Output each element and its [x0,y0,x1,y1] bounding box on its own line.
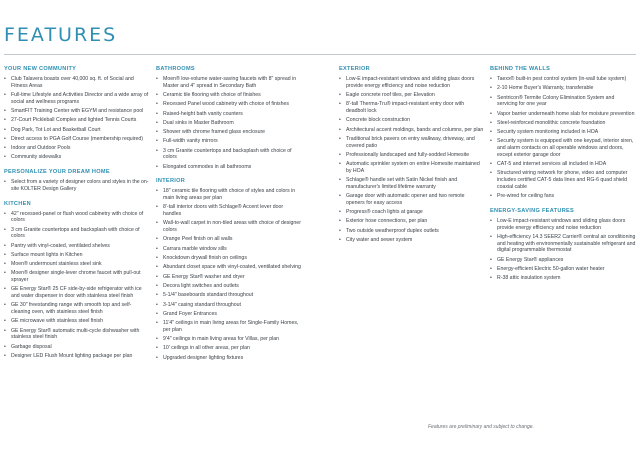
feature-item: • Wall-to-wall carpet in non-tiled areas with choice of designer colors [156,220,301,233]
section-heading: ENERGY-SAVING FEATURES [490,207,575,214]
feature-item: • Full-time Lifestyle and Activities Director and a wide array of social and wellness programs [4,92,150,105]
feature-item: • Two outside weatherproof duplex outlets [339,228,484,235]
feature-item: • 27-Court Pickleball Complex and lighted Tennis Courts [4,117,150,124]
section-heading: INTERIOR [156,178,186,185]
feature-item: • Pre-wired for ceiling fans [490,193,636,200]
feature-list [4,76,150,161]
feature-item: • Pantry with vinyl-coated, ventilated shelves [4,243,150,250]
feature-item: • 3-1/4" casing standard throughout [156,302,301,309]
feature-item: • R-38 attic insulation system [490,275,636,282]
feature-item: • Steel-reinforced monolithic concrete foundation [490,120,636,127]
feature-item: • GE Energy Star® washer and dryer [156,274,301,281]
feature-item: • Elongated commodes in all bathrooms [156,164,301,171]
feature-item: • Security system is equipped with one keypad, interior siren, and alarm contacts on all operable windows and doors, except exterior garage door [490,138,636,158]
feature-item: • Shower with chrome framed glass enclosure [156,129,301,136]
feature-item: • City water and sewer system [339,237,484,244]
feature-list [4,211,150,360]
feature-item: • GE Energy Star® automatic multi-cycle dishwasher with stainless steel finish [4,328,150,341]
feature-item: • Moen® designer single-lever chrome faucet with pull-out sprayer [4,270,150,283]
feature-item: • Dog Park, Tot Lot and Basketball Court [4,127,150,134]
feature-item: • Energy-efficient Electric 50-gallon water heater [490,266,636,273]
page-title: FEATURES [4,24,118,46]
feature-item: • Exterior hose connections, per plan [339,218,484,225]
feature-item: • 42" recessed-panel or flush wood cabinetry with choice of colors [4,211,150,224]
section-heading: BEHIND THE WALLS [490,66,551,72]
feature-item: • Direct access to PGA Golf Course (membership required) [4,136,150,143]
feature-item: • Full-width vanity mirrors [156,138,301,145]
section-heading: BATHROOMS [156,66,195,72]
feature-item: • Abundant closet space with vinyl-coated, ventilated shelving [156,264,301,271]
feature-item: • CAT-5 and internet services all included in HOA [490,161,636,168]
feature-item: • High-efficiency 14.3 SEER2 Carrier® central air conditioning and heating with environmentally sustainable refrigerant and digital programmable thermostat [490,234,636,254]
feature-item: • SmartFIT Training Center with EGYM and resistance pool [4,108,150,115]
footnote: Features are preliminary and subject to change. [428,424,534,430]
feature-item: • Recessed Panel wood cabinetry with choice of finishes [156,101,301,108]
feature-list [4,179,150,192]
feature-item: • Select from a variety of designer colors and styles in the on-site KOLTER Design Gallery [4,179,150,192]
feature-item: • 11'4" ceilings in main living areas for Single-Family Homes, per plan [156,320,301,333]
title-divider [4,54,636,55]
feature-item: • Architectural accent moldings, bands and columns, per plan [339,127,484,134]
feature-item: • Concrete block construction [339,117,484,124]
feature-list [156,76,301,170]
feature-item: • Dual sinks in Master Bathroom [156,120,301,127]
feature-item: • Knockdown drywall finish on ceilings [156,255,301,262]
feature-item: • 18" ceramic tile flooring with choice of styles and colors in main living areas per plan [156,188,301,201]
feature-item: • 10' ceilings in all other areas, per plan [156,345,301,352]
feature-item: • GE microwave with stainless steel finish [4,318,150,325]
feature-item: • Moen® undermount stainless steel sink [4,261,150,268]
feature-item: • Ceramic tile flooring with choice of finishes [156,92,301,99]
feature-item: • Security system monitoring included in HOA [490,129,636,136]
feature-item: • 5-1/4" baseboards standard throughout [156,292,301,299]
feature-item: • Vapor barrier underneath home slab for moisture prevention [490,111,636,118]
column-3 [339,66,484,246]
column-4 [490,66,636,284]
feature-item: • Taexx® built-in pest control system (in-wall tube system) [490,76,636,83]
feature-item: • 3 cm Granite countertops and backsplash with choice of colors [4,227,150,240]
feature-item: • GE Energy Star® 25 CF side-by-side refrigerator with ice and water dispenser in door with stainless steel finish [4,286,150,299]
feature-item: • Indoor and Outdoor Pools [4,145,150,152]
feature-item: • Professionally landscaped and fully-sodded Homesite [339,152,484,159]
feature-item: • Grand Foyer Entrances [156,311,301,318]
feature-list [156,188,301,361]
column-1 [4,66,150,362]
feature-list [490,76,636,200]
section-heading: YOUR NEW COMMUNITY [4,66,77,72]
feature-item: • Garbage disposal [4,344,150,351]
feature-item: • 8'-tall Therma-Tru® impact-resistant entry door with deadbolt lock [339,101,484,114]
feature-item: • 8'-tall interior doors with Schlage® Accent lever door handles [156,204,301,217]
feature-item: • 9'4" ceilings in main living areas for Villas, per plan [156,336,301,343]
column-2 [156,66,301,364]
feature-item: • Community sidewalks [4,154,150,161]
feature-list [339,76,484,244]
feature-item: • Traditional brick pavers on entry walkway, driveway, and covered patio [339,136,484,149]
feature-item: • Orange Peel finish on all walls [156,236,301,243]
feature-item: • Progress® coach lights at garage [339,209,484,216]
feature-item: • Sentricon® Termite Colony Elimination System and servicing for one year [490,95,636,108]
feature-item: • 3 cm Granite countertops and backsplash with choice of colors [156,148,301,161]
section-heading: PERSONALIZE YOUR DREAM HOME [4,169,110,176]
feature-item: • Schlage® handle set with Satin Nickel finish and manufacturer's limited lifetime warranty [339,177,484,190]
section-heading: EXTERIOR [339,66,370,72]
feature-item: • GE 30" freestanding range with smooth top and self-cleaning oven, with stainless steel finish [4,302,150,315]
feature-item: • Surface mount lights in Kitchen [4,252,150,259]
feature-item: • Low-E impact-resistant windows and sliding glass doors provide energy efficiency and noise reduction [339,76,484,89]
feature-item: • Decora light switches and outlets [156,283,301,290]
feature-item: • 2-10 Home Buyer's Warranty, transferable [490,85,636,92]
feature-item: • Upgraded designer lighting fixtures [156,355,301,362]
feature-item: • Automatic sprinkler system on entire Homesite maintained by HOA [339,161,484,174]
feature-item: • Moen® low-volume water-saving faucets with 8" spread in Master and 4" spread in Secondary Bath [156,76,301,89]
feature-item: • GE Energy Star® appliances [490,257,636,264]
feature-item: • Raised-height bath vanity counters [156,111,301,118]
feature-item: • Designer LED Flush Mount lighting package per plan [4,353,150,360]
feature-item: • Low-E impact-resistant windows and sliding glass doors provide energy efficiency and noise reduction [490,218,636,231]
feature-item: • Eagle concrete roof tiles, per Elevation [339,92,484,99]
section-heading: KITCHEN [4,200,31,207]
feature-item: • Carrara marble window sills [156,246,301,253]
feature-list [490,218,636,282]
feature-item: • Structured wiring network for phone, video and computer includes certified CAT-5 data lines and RG-6 quad shield coaxial cable [490,170,636,190]
feature-item: • Club Talavera boasts over 40,000 sq. ft. of Social and Fitness Areas [4,76,150,89]
feature-item: • Garage door with automatic opener and two remote openers for easy access [339,193,484,206]
